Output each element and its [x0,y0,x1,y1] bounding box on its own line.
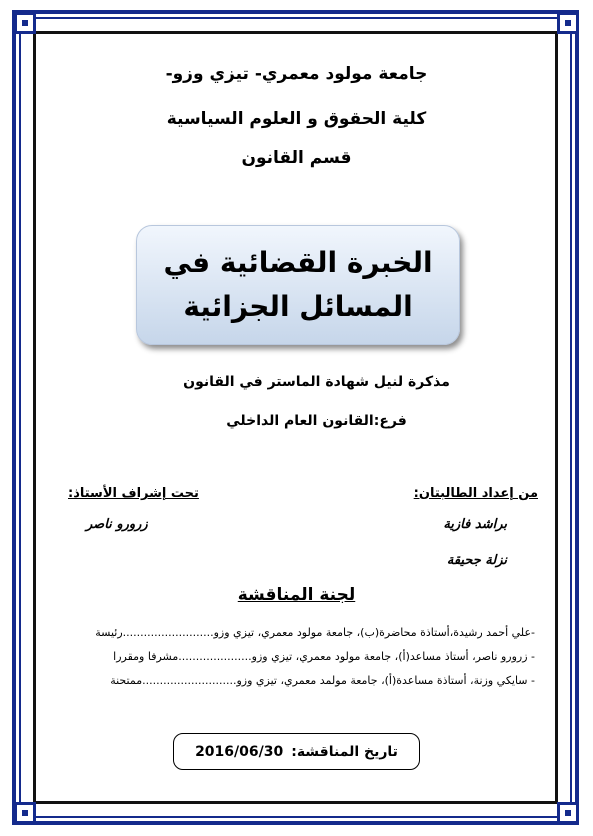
committee-title: لجنة المناقشة [237,585,356,605]
corner-ornament-bottom-right [557,802,579,824]
student-name-2: نزلة جحيقة [446,553,507,568]
branch-statement: فرع:القانون العام الداخلي [226,413,407,429]
committee-member-examiner: - سايكي وزنة، أستاذة مساعدة(أ)، جامعة مولمد معمري، تيزي وزو...........................ممتحنة [110,674,535,687]
students-label: من إعداد الطالبتان: [413,486,538,501]
defense-date-label: تاريخ المناقشة: [291,743,398,760]
degree-statement: مذكرة لنيل شهادة الماستر في القانون [183,374,450,390]
supervisor-name: زرورو ناصر [86,517,148,532]
faculty-name: كلية الحقوق و العلوم السياسية [166,109,427,129]
thesis-title-line-2: المسائل الجزائية [183,290,413,323]
corner-ornament-top-left [14,12,36,34]
defense-date-value: 2016/06/30 [195,743,284,760]
thesis-title-line-1: الخبرة القضائية في [163,246,433,279]
department-name: قسم القانون [241,148,352,168]
supervisor-label: تحت إشراف الأستاذ: [68,486,199,501]
thesis-title-box [136,225,460,345]
student-name-1: براشد فازية [443,517,507,532]
corner-ornament-bottom-left [14,802,36,824]
corner-ornament-top-right [557,12,579,34]
committee-member-president: -علي أحمد رشيدة،أستاذة محاضرة(ب)، جامعة مولود معمري، تيزي وزو..........................رئيسة [95,626,535,639]
committee-member-supervisor: - زرورو ناصر، أستاذ مساعد(أ)، جامعة مولود معمري، تيزي وزو.....................مشرفا ومقررا [113,650,535,663]
defense-date-box [173,733,420,770]
university-name: جامعة مولود معمري- تيزي وزو- [165,64,428,84]
